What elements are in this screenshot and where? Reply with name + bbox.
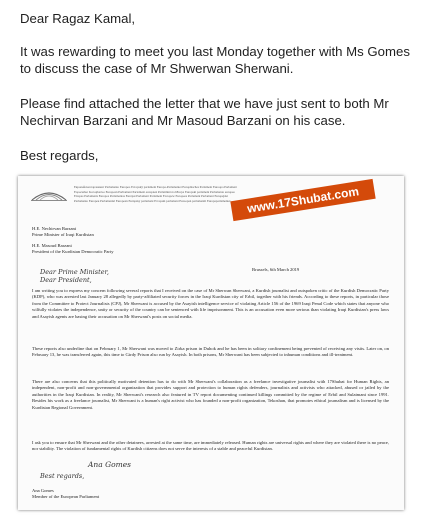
- european-parliament-logo-icon: [30, 185, 68, 202]
- handwritten-salutation: Dear Prime Minister, Dear President,: [40, 268, 109, 284]
- letterhead-line: Ευρωπαϊκό Κοινοβούλιο European Parliament Parlement européen Parlaimint na hEorpa Europski parlament Parlamento europeo: [74, 189, 235, 194]
- letter-paragraph: There are also concerns that this politically motivated detention has to do with Mr Sherwani's collaboration as a freelance investigative journalist with 17Shubat for Human Rights, an independent, non-profit and non-governmental organization that provides support and protection to human rights defenders, journalists and activists who attacked, abused or jailed by the authorities in the Iraqi Kurdistan. In reality, Mr Sherwani's research also featured in TV report documenting continued killings committed by the regime of Erbil and Sulaimani since 1991. Besides his work as a freelance journalist, Mr Sherwani is a human's right activist who has founded a non-profit organization, Tekoshan, that promotes ethical journalism and is licensed by the Kurdistan Regional Government.: [32, 379, 389, 410]
- letterhead-line: Parlamento Europeu Parlamentul European Európsky parlament Evropski parlament Euroopan parlamentti Europaparlamentet: [74, 198, 231, 203]
- email-paragraph-attachment: Please find attached the letter that we have just sent to both Mr Nechirvan Barzani and Mr Masoud Barzani on his case.: [20, 96, 389, 128]
- email-signoff: Best regards,: [20, 148, 99, 163]
- letter-paragraph: I am writing you to express my concern following several reports that I received on the case of Mr Sherwan Sherwani, a Kurdish journalist and outspoken critic of the Kurdish Democratic Party (KDP), who was arrested last January 28 allegedly by party-affiliated security forces in the Iraqi Kurdistan city of Erbil, together with his friends. According to these reports, in particular those from the Committee to Protect Journalists (CPJ), Mr Sherwani is accused by the Asayish intelligence service of violating Article 156 of the 1969 Iraqi Penal Code which states that anyone who wilfully violates the independence, unity or security of the country can be sentenced with life imprisonment. This is an accusation even more serious than violating Iraqi Kurdistan's press laws and Asayish agents are basing their accusation on Mr Sherwani's posts on social media.: [32, 288, 389, 319]
- recipient-prime-minister: [32, 226, 94, 238]
- signer-block: [32, 488, 99, 500]
- letterhead-line: Европейски парламент Parlamento Europeo Evropský parlament Europa-Parlamentet Europäisches Parlament Euroopa Parlament: [74, 185, 237, 189]
- letter-paragraph: I ask you to ensure that Mr Sherwani and the other detainees, arrested at the same time, are immediately released. Human rights are universal rights and where they are violated there is no peace, nor stability. The violation of fundamental rights of Kurdish citizens does not serve the interests of a stable and peaceful Kurdistan.: [32, 440, 389, 452]
- recipient-title: Prime Minister of Iraqi Kurdistan: [32, 232, 94, 237]
- handwritten-closing: Best regards,: [40, 472, 85, 480]
- recipient-name: H.E. Nechirvan Barzani: [32, 226, 77, 231]
- email-greeting: Dear Ragaz Kamal,: [20, 11, 136, 26]
- signer-name: Ana Gomes: [32, 488, 54, 493]
- signature: Ana Gomes: [88, 460, 132, 469]
- email-paragraph-meeting: It was rewarding to meet you last Monday together with Ms Gomes to discuss the case of Mr Shwerwan Sherwani.: [20, 44, 410, 76]
- letter-date: Brussels, 6th March 2019: [252, 267, 300, 272]
- letterhead-line: Eiropas Parlaments Europos Parlamentas Európai Parlament Parlament Ewropew Europees Parlement Parlament Europejski: [74, 194, 228, 198]
- recipient-name: H.E. Masoud Barzani: [32, 243, 72, 248]
- attached-letter-image: [18, 176, 404, 510]
- website-watermark: www.17Shubat.com: [230, 179, 375, 221]
- letter-paragraph: These reports also underline that on February 1, Mr Sherwani was moved to Zirka prison in Duhok and he has been in solitary confinement being prevented of receiving any visits. Later on, on February 13, he was transferred again, this time to Girdy Prison also run by Asayish. In both prisons, Mr Sherwani has been subjected to inhuman conditions and ill-treatment.: [32, 346, 389, 358]
- signer-title: Member of the European Parliament: [32, 494, 100, 499]
- recipient-president: [32, 243, 114, 255]
- email-body: [20, 10, 410, 164]
- recipient-title: President of the Kurdistan Democratic Party: [32, 249, 114, 254]
